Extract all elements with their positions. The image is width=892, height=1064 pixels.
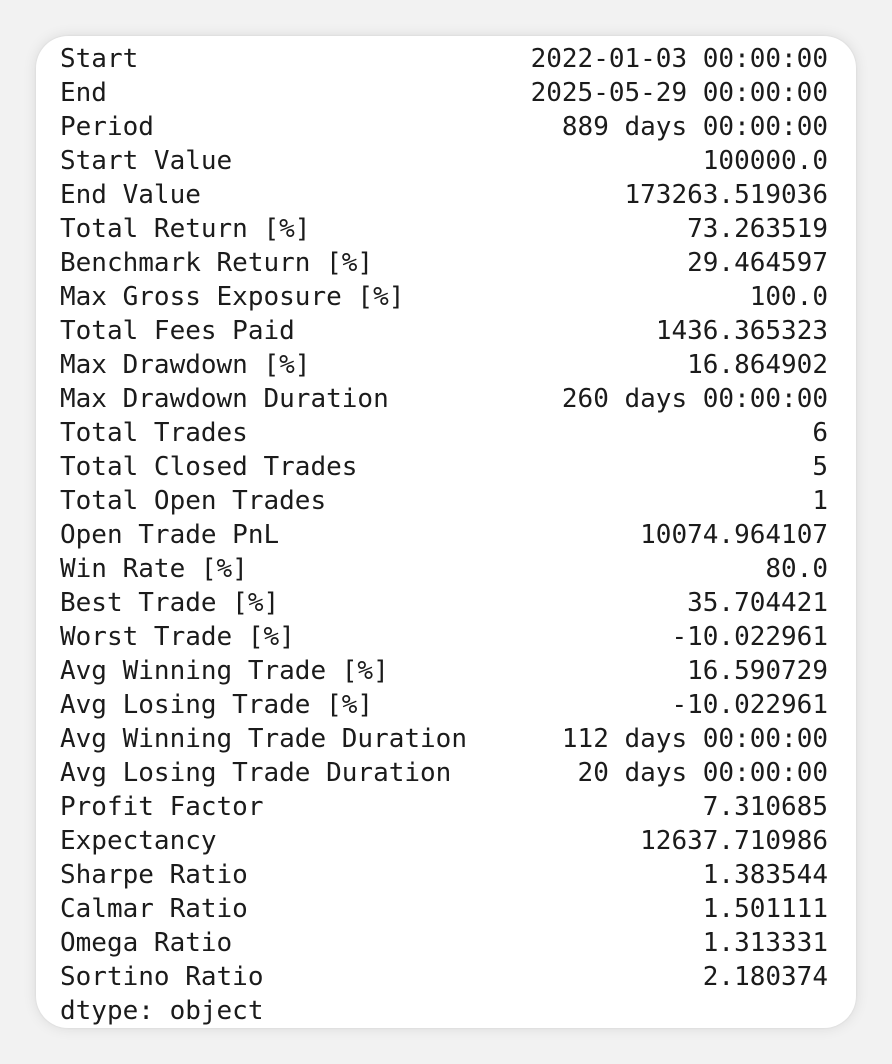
stat-value: 1.501111 <box>702 894 828 924</box>
stat-label: Sortino Ratio <box>60 962 264 992</box>
stat-value: 16.590729 <box>687 656 828 686</box>
stat-row <box>60 858 828 892</box>
stat-label: Start Value <box>60 146 233 176</box>
stat-value: 889 days 00:00:00 <box>561 112 828 142</box>
stat-value: 5 <box>812 452 828 482</box>
stat-row <box>60 144 828 178</box>
stat-row <box>60 42 828 76</box>
stat-row <box>60 178 828 212</box>
stat-row <box>60 552 828 586</box>
stat-label: Period <box>60 112 154 142</box>
stat-row <box>60 722 828 756</box>
stat-label: Max Gross Exposure [%] <box>60 282 405 312</box>
stat-row <box>60 620 828 654</box>
stat-value: 7.310685 <box>702 792 828 822</box>
stat-value: 6 <box>812 418 828 448</box>
stat-label: Omega Ratio <box>60 928 233 958</box>
stat-value: 20 days 00:00:00 <box>577 758 828 788</box>
stat-row <box>60 586 828 620</box>
stat-row <box>60 654 828 688</box>
stat-value: 1.313331 <box>702 928 828 958</box>
stat-label: Profit Factor <box>60 792 264 822</box>
stat-value: 173263.519036 <box>624 180 828 210</box>
stat-label: Avg Winning Trade [%] <box>60 656 389 686</box>
stat-row <box>60 280 828 314</box>
stat-label: Total Return [%] <box>60 214 311 244</box>
stat-row <box>60 960 828 994</box>
stat-label: Total Fees Paid <box>60 316 295 346</box>
stat-value: 1436.365323 <box>655 316 828 346</box>
stat-value: 100000.0 <box>702 146 828 176</box>
stat-row <box>60 416 828 450</box>
stat-label: Avg Winning Trade Duration <box>60 724 467 754</box>
stat-label: Best Trade [%] <box>60 588 280 618</box>
stats-output <box>60 42 828 1028</box>
stat-label: Total Trades <box>60 418 248 448</box>
stat-row <box>60 518 828 552</box>
stat-row <box>60 450 828 484</box>
stat-value: 29.464597 <box>687 248 828 278</box>
stat-value: -10.022961 <box>671 622 828 652</box>
stat-value: 2.180374 <box>702 962 828 992</box>
stat-label: Avg Losing Trade Duration <box>60 758 452 788</box>
stat-value: 10074.964107 <box>640 520 828 550</box>
stat-label: Avg Losing Trade [%] <box>60 690 374 720</box>
stat-label: Max Drawdown Duration <box>60 384 389 414</box>
stat-row <box>60 756 828 790</box>
stat-row <box>60 824 828 858</box>
stat-row <box>60 212 828 246</box>
stat-value: 2022-01-03 00:00:00 <box>530 44 828 74</box>
stat-row <box>60 348 828 382</box>
stat-value: 1.383544 <box>702 860 828 890</box>
dtype-footer: dtype: object <box>60 996 264 1026</box>
stat-value: 12637.710986 <box>640 826 828 856</box>
stat-value: 100.0 <box>749 282 828 312</box>
stat-value: 16.864902 <box>687 350 828 380</box>
stat-value: 112 days 00:00:00 <box>561 724 828 754</box>
stat-label: Total Closed Trades <box>60 452 358 482</box>
stat-label: End Value <box>60 180 201 210</box>
stat-row <box>60 790 828 824</box>
stats-table <box>60 42 828 994</box>
stat-row <box>60 314 828 348</box>
stat-row <box>60 688 828 722</box>
stat-value: 260 days 00:00:00 <box>561 384 828 414</box>
stat-row <box>60 76 828 110</box>
stat-label: Worst Trade [%] <box>60 622 295 652</box>
stat-row <box>60 110 828 144</box>
stat-value: 80.0 <box>765 554 828 584</box>
stat-label: Win Rate [%] <box>60 554 248 584</box>
stat-label: Open Trade PnL <box>60 520 280 550</box>
stat-label: Benchmark Return [%] <box>60 248 374 278</box>
stat-value: 2025-05-29 00:00:00 <box>530 78 828 108</box>
stat-row <box>60 484 828 518</box>
stat-label: Expectancy <box>60 826 217 856</box>
stat-label: Max Drawdown [%] <box>60 350 311 380</box>
stat-value: -10.022961 <box>671 690 828 720</box>
stat-row <box>60 246 828 280</box>
stat-value: 35.704421 <box>687 588 828 618</box>
stat-row <box>60 926 828 960</box>
stat-label: Sharpe Ratio <box>60 860 248 890</box>
stat-row <box>60 892 828 926</box>
stat-row <box>60 382 828 416</box>
stat-label: Calmar Ratio <box>60 894 248 924</box>
stat-value: 1 <box>812 486 828 516</box>
stat-value: 73.263519 <box>687 214 828 244</box>
stat-label: Total Open Trades <box>60 486 327 516</box>
stat-label: End <box>60 78 107 108</box>
stat-label: Start <box>60 44 139 74</box>
